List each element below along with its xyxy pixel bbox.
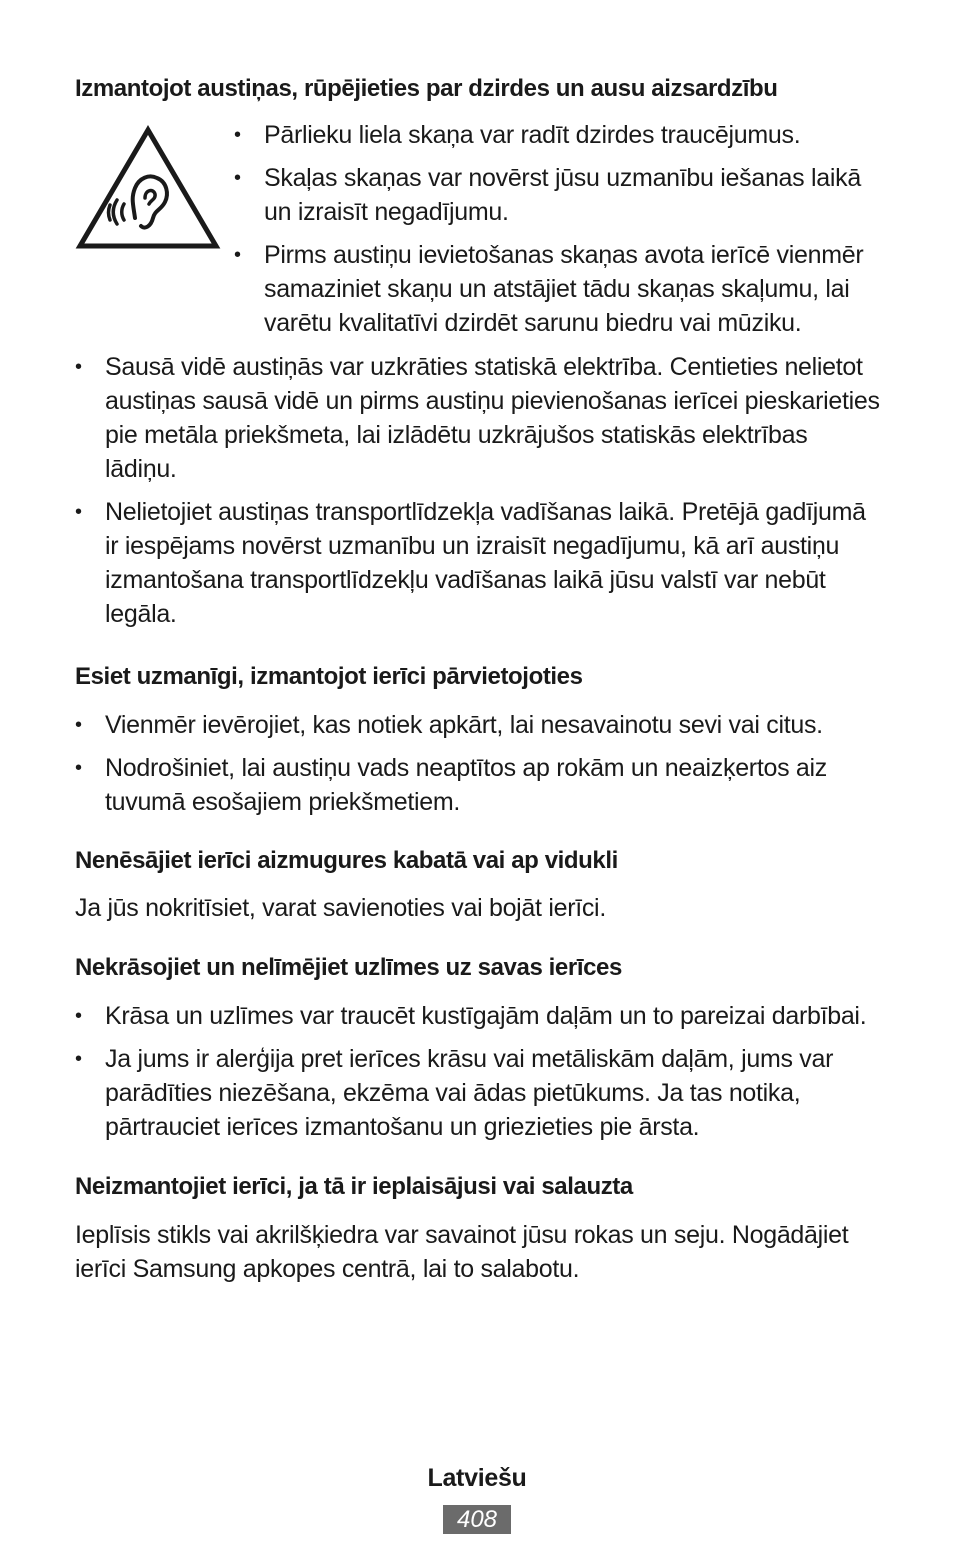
section-paint [75, 953, 885, 1153]
section-heading-paint: Nekrāsojiet un nelīmējiet uzlīmes uz savas ierīces [75, 954, 622, 981]
list-item: • Sausā vidē austiņās var uzkrāties statiskā elektrība. Centieties nelietot austiņas sausā vidē un pirms austiņu pievienošanas ierīcei pieskarieties pie metāla priekšmeta, lai izlādētu uzkrājušos statiskās elektrības lādiņu. [75, 350, 885, 486]
section-heading-moving: Esiet uzmanīgi, izmantojot ierīci pārvietojoties [75, 663, 583, 690]
section-heading-earphones: Izmantojot austiņas, rūpējieties par dzirdes un ausu aizsardzību [75, 75, 778, 102]
section-broken [75, 1172, 885, 1286]
pocket-paragraph: Ja jūs nokritīsiet, varat savienoties vai bojāt ierīci. [75, 894, 606, 922]
earphones-bullet-list [75, 350, 885, 640]
paint-bullet-list [75, 999, 885, 1144]
moving-bullet-list [75, 708, 885, 819]
list-item: • Ja jums ir alerģija pret ierīces krāsu vai metāliskām daļām, jums var parādīties niezēšana, ekzēma vai ādas pietūkums. Ja tas notika, pārtrauciet ierīces izmantošanu un griezieties pie ārsta. [75, 1042, 885, 1144]
list-item: • Pirms austiņu ievietošanas skaņas avota ierīcē vienmēr samaziniet skaņu un atstājiet tādu skaņas skaļumu, lai varētu kvalitatīvi dzirdēt sarunu biedru vai mūziku. [234, 238, 885, 340]
footer-language: Latviešu [427, 1464, 527, 1492]
list-item: • Pārlieku liela skaņa var radīt dzirdes traucējumus. [234, 118, 885, 152]
section-heading-pocket: Nenēsājiet ierīci aizmugures kabatā vai ap vidukli [75, 847, 618, 874]
list-item: • Krāsa un uzlīmes var traucēt kustīgajām daļām un to pareizai darbībai. [75, 999, 885, 1033]
broken-paragraph: Ieplīsis stikls vai akrilšķiedra var savainot jūsu rokas un seju. Nogādājiet ierīci Samsung apkopes centrā, lai to salabotu. [75, 1221, 849, 1283]
section-moving [75, 662, 885, 828]
list-item: • Nelietojiet austiņas transportlīdzekļa vadīšanas laikā. Pretējā gadījumā ir iespējams novērst uzmanību un izraisīt negadījumu, kā arī austiņu izmantošana transportlīdzekļu vadīšanas laikā jūsu valstī var nebūt legāla. [75, 495, 885, 631]
section-pocket [75, 846, 885, 925]
ear-warning-icon [75, 124, 221, 252]
hearing-bullet-list [234, 118, 885, 349]
page-number-badge: 408 [443, 1505, 511, 1534]
list-item: • Nodrošiniet, lai austiņu vads neaptītos ap rokām un neaizķertos aiz tuvumā esošajiem priekšmetiem. [75, 751, 885, 819]
list-item: • Vienmēr ievērojiet, kas notiek apkārt, lai nesavainotu sevi vai citus. [75, 708, 885, 742]
list-item: • Skaļas skaņas var novērst jūsu uzmanību iešanas laikā un izraisīt negadījumu. [234, 161, 885, 229]
section-heading-broken: Neizmantojiet ierīci, ja tā ir ieplaisājusi vai salauzta [75, 1173, 633, 1200]
